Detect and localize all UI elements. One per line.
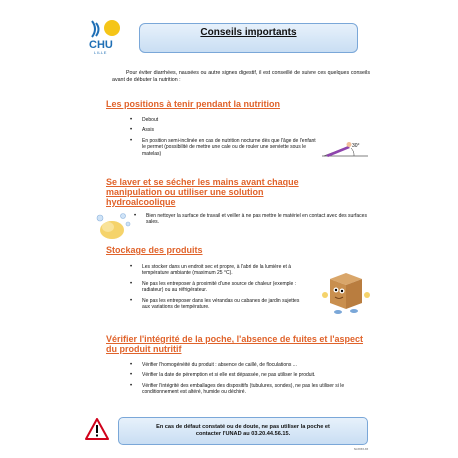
- list-item: • En position semi-inclinée en cas de nutrition nocturne dès que l'âge de l'enfant le permet (possibilité de mettre une cale ou de rouler une serviette sous le matelas): [128, 138, 318, 157]
- positions-list: [128, 117, 318, 161]
- intro-paragraph: Pour éviter diarrhées, nausées ou autre signes digestif, il est conseillé de suivre ces quelques conseils avant de débuter la nutrition :: [112, 70, 370, 83]
- section-title-hand-washing: Se laver et se sécher les mains avant chaque manipulation ou utiliser une solution hydroalcoolique: [106, 177, 299, 207]
- list-item: • Les stocker dans un endroit sec et propre, à l'abri de la lumière et à température ambiante (maximum 25 °C).: [128, 264, 306, 277]
- list-item: • Vérifier la date de péremption et si elle est dépassée, ne pas utiliser le produit.: [128, 372, 368, 378]
- page-title-box: [139, 23, 358, 53]
- alert-line-2: contacter l'UNAD au 03.20.44.56.15.: [195, 431, 291, 437]
- hand-washing-illustration: [92, 210, 134, 242]
- semi-inclined-position-illustration: [320, 138, 370, 160]
- angle-label: 30°: [352, 143, 360, 149]
- list-item: • Bien nettoyer la surface de travail et veiller à ne pas mettre le matériel en contact avec des surfaces sales.: [132, 213, 372, 226]
- alert-box: [118, 417, 368, 445]
- section-title-positions: Les positions à tenir pendant la nutrition: [106, 99, 281, 109]
- document-reference: NI-XXXX-XX: [354, 448, 369, 451]
- list-item: • Assis: [128, 127, 318, 133]
- list-item: • Debout: [128, 117, 318, 123]
- integrity-list: [128, 362, 368, 400]
- warning-icon: [85, 418, 109, 440]
- alert-line-1: En cas de défaut constaté ou de doute, ne pas utiliser la poche et: [156, 424, 330, 430]
- list-item: • Vérifier l'homogénéité du produit : absence de caillé, de floculations ...: [128, 362, 368, 368]
- section-title-integrity: Vérifier l'intégrité de la poche, l'absence de fuites et l'aspect du produit nutritif: [106, 334, 364, 354]
- list-item: • Vérifier l'intégrité des emballages des dispositifs (tubulures, sondes), ne pas les utiliser si le conditionnement est altéré, humide ou déchiré.: [128, 383, 368, 396]
- storage-list: [128, 264, 306, 314]
- logo-text: CHU: [89, 39, 113, 51]
- logo-subtext: LILLE: [94, 50, 107, 55]
- hand-washing-list: [132, 213, 372, 230]
- cardboard-box-mascot-illustration: [320, 265, 372, 319]
- list-item: • Ne pas les entreposer dans les vérandas ou cabanes de jardin sujettes aux variations de température.: [128, 298, 306, 311]
- page-title: Conseils importants: [200, 27, 297, 38]
- list-item: • Ne pas les entreposer à proximité d'une source de chaleur (exemple : radiateur) ou au réfrigérateur.: [128, 281, 306, 294]
- section-title-storage: Stockage des produits: [106, 245, 203, 255]
